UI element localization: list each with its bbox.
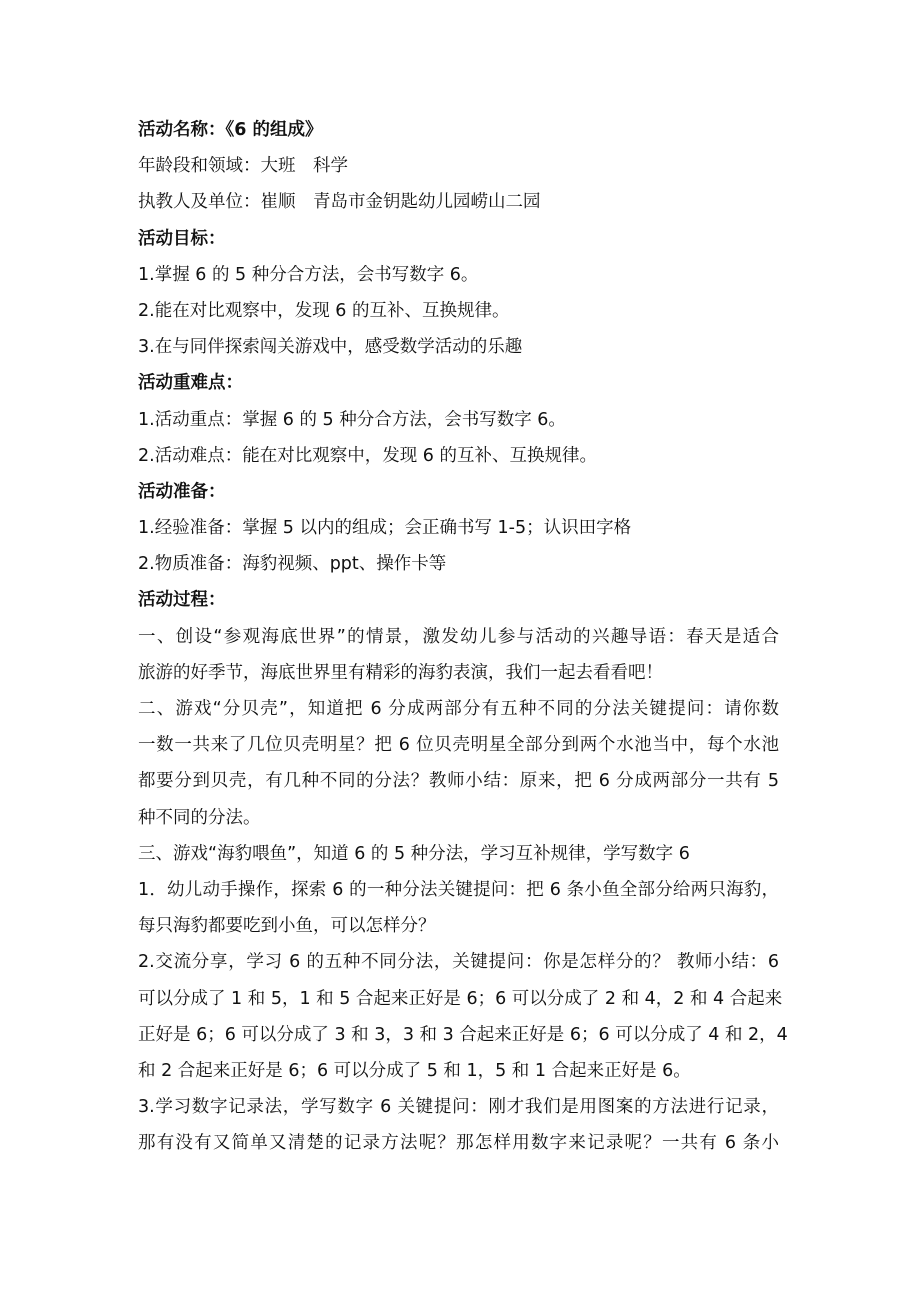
activity-name: 活动名称：《6 的组成》 (138, 120, 323, 140)
process-heading: 活动过程： (138, 590, 226, 611)
key-point-item: 2.活动难点：能在对比观察中，发现 6 的互补、互换规律。 (138, 445, 597, 466)
key-points-heading: 活动重难点： (138, 373, 243, 394)
goal-item: 2.能在对比观察中，发现 6 的互补、互换规律。 (138, 300, 510, 321)
process-line: 都要分到贝壳，有几种不同的分法？教师小结：原来，把 6 分成两部分一共有 5 (138, 771, 779, 792)
process-line: 3.学习数字记录法，学写数字 6 关键提问：刚才我们是用图案的方法进行记录， (138, 1097, 779, 1118)
process-line: 每只海豹都要吃到小鱼，可以怎样分？ (138, 916, 436, 937)
goal-item: 3.在与同伴探索闯关游戏中，感受数学活动的乐趣 (138, 337, 523, 358)
process-line: 1．幼儿动手操作，探索 6 的一种分法关键提问：把 6 条小鱼全部分给两只海豹， (138, 879, 779, 900)
document-page (138, 112, 788, 1161)
process-line: 二、游戏“分贝壳”，知道把 6 分成两部分有五种不同的分法关键提问：请你数 (138, 699, 779, 719)
process-line: 2.交流分享，学习 6 的五种不同分法，关键提问：你是怎样分的？ 教师小结：6 (138, 952, 779, 973)
teacher-and-unit: 执教人及单位：崔顺 青岛市金钥匙幼儿园崂山二园 (138, 192, 541, 213)
age-and-domain: 年龄段和领域：大班 科学 (138, 156, 348, 177)
key-point-item: 1.活动重点：掌握 6 的 5 种分合方法，会书写数字 6。 (138, 409, 566, 430)
process-line: 可以分成了 1 和 5，1 和 5 合起来正好是 6；6 可以分成了 2 和 4，2 和 4 合起来 (138, 988, 783, 1009)
preparation-heading: 活动准备： (138, 481, 226, 502)
process-line: 三、游戏“海豹喂鱼”，知道 6 的 5 种分法，学习互补规律，学写数字 6 (138, 843, 690, 864)
goals-heading: 活动目标： (138, 228, 226, 249)
process-line: 种不同的分法。 (138, 807, 261, 828)
process-line: 旅游的好季节，海底世界里有精彩的海豹表演，我们一起去看看吧！ (138, 662, 663, 683)
preparation-item: 2.物质准备：海豹视频、ppt、操作卡等 (138, 554, 447, 575)
process-line: 和 2 合起来正好是 6；6 可以分成了 5 和 1，5 和 1 合起来正好是 6。 (138, 1060, 691, 1081)
preparation-item: 1.经验准备：掌握 5 以内的组成；会正确书写 1-5；认识田字格 (138, 518, 632, 539)
goal-item: 1.掌握 6 的 5 种分合方法，会书写数字 6。 (138, 264, 479, 285)
process-line: 正好是 6；6 可以分成了 3 和 3，3 和 3 合起来正好是 6；6 可以分成了 4 和 2，4 (138, 1024, 788, 1045)
process-line: 一数一共来了几位贝壳明星？把 6 位贝壳明星全部分到两个水池当中，每个水池 (138, 735, 779, 756)
process-line: 一、创设“参观海底世界”的情景，激发幼儿参与活动的兴趣导语：春天是适合 (138, 626, 779, 647)
process-line: 那有没有又简单又清楚的记录方法呢？那怎样用数字来记录呢？一共有 6 条小 (138, 1133, 779, 1154)
